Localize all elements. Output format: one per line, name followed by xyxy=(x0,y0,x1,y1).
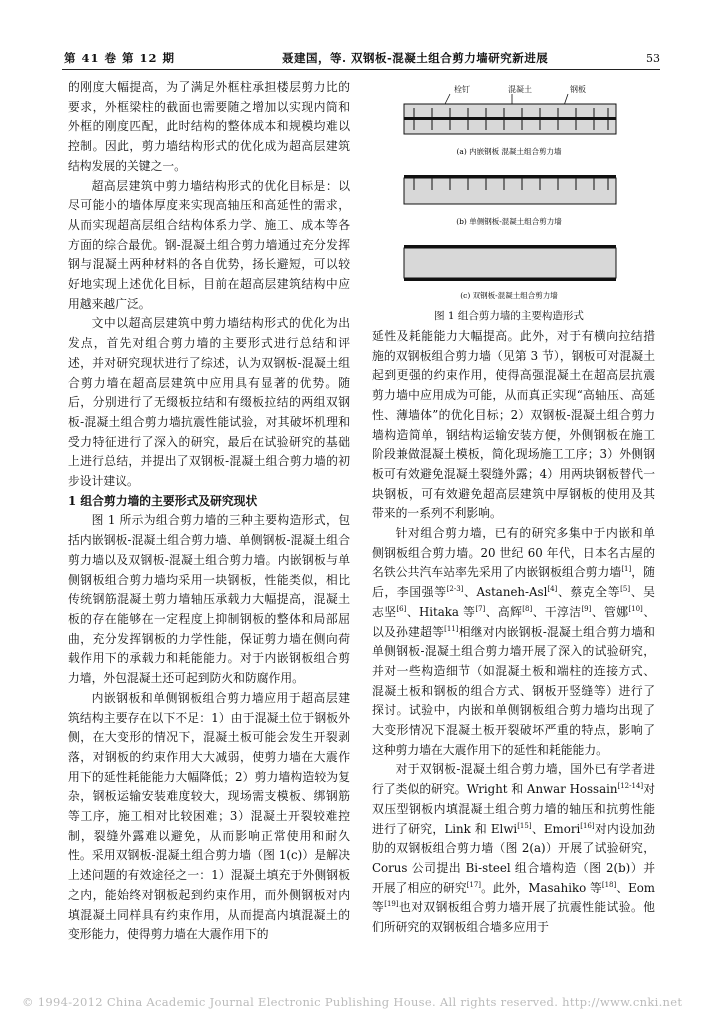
citation: [19] xyxy=(384,900,399,909)
citation: [4] xyxy=(547,585,558,594)
label-concrete: 混凝土 xyxy=(508,85,532,94)
citation: [12-14] xyxy=(617,782,644,791)
citation: [16] xyxy=(580,821,595,830)
running-header xyxy=(62,50,660,66)
wall-a-steel-plate xyxy=(404,117,616,120)
wall-b-steel-plate xyxy=(404,175,616,178)
left-column xyxy=(68,78,350,945)
label-steel-plate: 钢板 xyxy=(570,85,586,94)
running-title: 聂建国，等. 双钢板-混凝土组合剪力墙研究新进展 xyxy=(282,51,549,65)
wall-c-steel-plate-top xyxy=(404,245,616,248)
figure-1 xyxy=(380,76,638,326)
caption-c: (c) 双钢板-混凝土组合剪力墙 xyxy=(460,291,558,300)
citation: [9] xyxy=(581,604,592,613)
label-stud: 栓钉 xyxy=(454,85,470,94)
wall-c-steel-plate-bottom xyxy=(404,278,616,281)
citation: [7] xyxy=(475,604,486,613)
caption-b: (b) 单侧钢板-混凝土组合剪力墙 xyxy=(456,217,562,226)
citation: [18] xyxy=(601,880,617,889)
citation: [2-3] xyxy=(446,585,464,594)
caption-a: (a) 内嵌钢板 混凝土组合剪力墙 xyxy=(456,147,562,156)
wall-c-concrete xyxy=(404,248,616,278)
citation: [8] xyxy=(522,604,533,613)
paragraph: 延性及耗能能力大幅提高。此外，对于有横向拉结措施的双钢板组合剪力墙（见第 3 节），钢板可对混凝土起到更强的约束作用，使得高强混凝土在超高层抗震剪力墙中应用成为可能，从而真正实现“高轴压、高延性、薄墙体”的优化目标；2）双钢板-混凝土组合剪力墙构造简单，钢结构运输安装方便，外侧钢板在施工阶段兼做混凝土模板，简化现场施工工序；3）外侧钢板可有效避免混凝土裂缝外露；4）用两块钢板替代一块钢板，可有效避免超高层建筑中厚钢板的使用及其带来的一系列不利影响。 xyxy=(372,329,655,521)
citation: [15] xyxy=(517,821,532,830)
citation: [10] xyxy=(628,604,643,613)
header-rule xyxy=(62,69,660,70)
paragraph: 对于双钢板-混凝土组合剪力墙，国外已有学者进行了类似的研究。Wright 和 Anwar Hossain[12-14]对双压型钢板内填混凝土组合剪力墙的轴压和抗剪性能进行了研究，Link 和 Elwi[15]、Emori[16]对内设加劲肋的双钢板组合剪力墙（图 2(a)）开展了试验研究，Corus 公司提出 Bi-steel 组合墙构造（图 2(b)）并开展了相应的研究[17]。此外，Masahiko 等[18]、Eom 等[19]也对双钢板组合剪力墙开展了抗震性能试验。他们所研究的双钢板组合墙多应用于 xyxy=(372,762,656,935)
right-column xyxy=(372,327,655,938)
journal-volume: 第 41 卷 第 12 期 xyxy=(64,51,176,65)
figure-1-title: 图 1 组合剪力墙的主要构造形式 xyxy=(434,310,584,322)
citation: [5] xyxy=(620,585,631,594)
section-heading: 1 组合剪力墙的主要形式及研究现状 xyxy=(68,493,258,508)
copyright-footer: © 1994-2012 China Academic Journal Electronic Publishing House. All rights reserved. http://www.cnki.net xyxy=(22,995,683,1009)
figure-1-drawing xyxy=(380,76,638,308)
citation: [1] xyxy=(621,565,632,574)
paragraph: 内嵌钢板和单侧钢板组合剪力墙应用于超高层建筑结构主要存在以下不足：1）由于混凝土位于钢板外侧，在大变形的情况下，混凝土板可能会发生开裂剥落，对钢板的约束作用大大减弱，使剪力墙在大震作用下的延性耗能能力大幅降低；2）剪力墙构造较为复杂，钢板运输安装难度较大，现场需支模板、绑钢筋等工序，施工相对比较困难；3）混凝土开裂较难控制，裂缝外露难以避免，从而影响正常使用和耐久性。采用双钢板-混凝土组合剪力墙（图 1(c)）是解决上述问题的有效途径之一：1）混凝土填充于外侧钢板之内，能始终对钢板起到约束作用，而外侧钢板对内填混凝土同样具有约束作用，从而提高内填混凝土的变形能力，使得剪力墙在大震作用下的 xyxy=(68,690,350,942)
citation: [6] xyxy=(396,604,407,613)
paragraph: 图 1 所示为组合剪力墙的三种主要构造形式，包括内嵌钢板-混凝土组合剪力墙、单侧钢板-混凝土组合剪力墙以及双钢板-混凝土组合剪力墙。内嵌钢板与单侧钢板组合剪力墙均采用一块钢板，性能类似，相比传统钢筋混凝土剪力墙轴压承载力大幅提高，混凝土板的存在能够在一定程度上抑制钢板的整体和局部屈曲，充分发挥钢板的力学性能，保证剪力墙在侧向荷载作用下的承载力和耗能能力。对于内嵌钢板组合剪力墙，外包混凝土还可起到防火和防腐作用。 xyxy=(68,513,350,686)
page-number: 53 xyxy=(646,52,660,65)
citation: [17] xyxy=(466,880,482,889)
wall-b-concrete xyxy=(404,178,616,204)
paragraph: 超高层建筑中剪力墙结构形式的优化目标是：以尽可能小的墙体厚度来实现高轴压和高延性的需求，从而实现超高层组合结构体系力学、施工、成本等各方面的综合最优。钢-混凝土组合剪力墙通过充分发挥钢与混凝土两种材料的各自优势，扬长避短，可以较好地实现上述优化目标，目前在超高层建筑结构中应用越来越广泛。 xyxy=(68,178,350,311)
paragraph: 针对组合剪力墙，已有的研究多集中于内嵌和单侧钢板组合剪力墙。20 世纪 60 年代，日本名古屋的名铁公共汽车站率先采用了内嵌钢板组合剪力墙[1]，随后，李国强等[2-3]、Astaneh-Asl[4]、蔡克全等[5]、吴志坚[6]、Hitaka 等[7]、高辉[8]、干淳洁[9]、管娜[10]、以及孙建超等[11]相继对内嵌钢板-混凝土组合剪力墙和单侧钢板-混凝土组合剪力墙开展了深入的试验研究，并对一些构造细节（如混凝土板和端柱的连接方式、混凝土板和钢板的组合方式、钢板开竖缝等）进行了探讨。试验中，内嵌和单侧钢板组合剪力墙均出现了大变形情况下混凝土板开裂破坏严重的特点，影响了这种剪力墙在大震作用下的延性和耗能能力。 xyxy=(372,526,655,757)
paragraph: 文中以超高层建筑中剪力墙结构形式的优化为出发点，首先对组合剪力墙的主要形式进行总结和评述，并对研究现状进行了综述，认为双钢板-混凝土组合剪力墙在超高层建筑中应用具有显著的优势。随后，分别进行了无缀板拉结和有缀板拉结的两组双钢板-混凝土组合剪力墙抗震性能试验，对其破坏机理和受力特征进行了深入的研究，最后在试验研究的基础上进行总结，并提出了双钢板-混凝土组合剪力墙的初步设计建议。 xyxy=(68,316,350,489)
paragraph: 的刚度大幅提高，为了满足外框柱承担楼层剪力比的要求，外框梁柱的截面也需要随之增加以实现内筒和外框的刚度匹配，此时结构的整体成本和规模均难以控制。因此，剪力墙结构形式的优化成为超高层建筑结构发展的关键之一。 xyxy=(68,80,350,173)
citation: [11] xyxy=(444,624,459,633)
